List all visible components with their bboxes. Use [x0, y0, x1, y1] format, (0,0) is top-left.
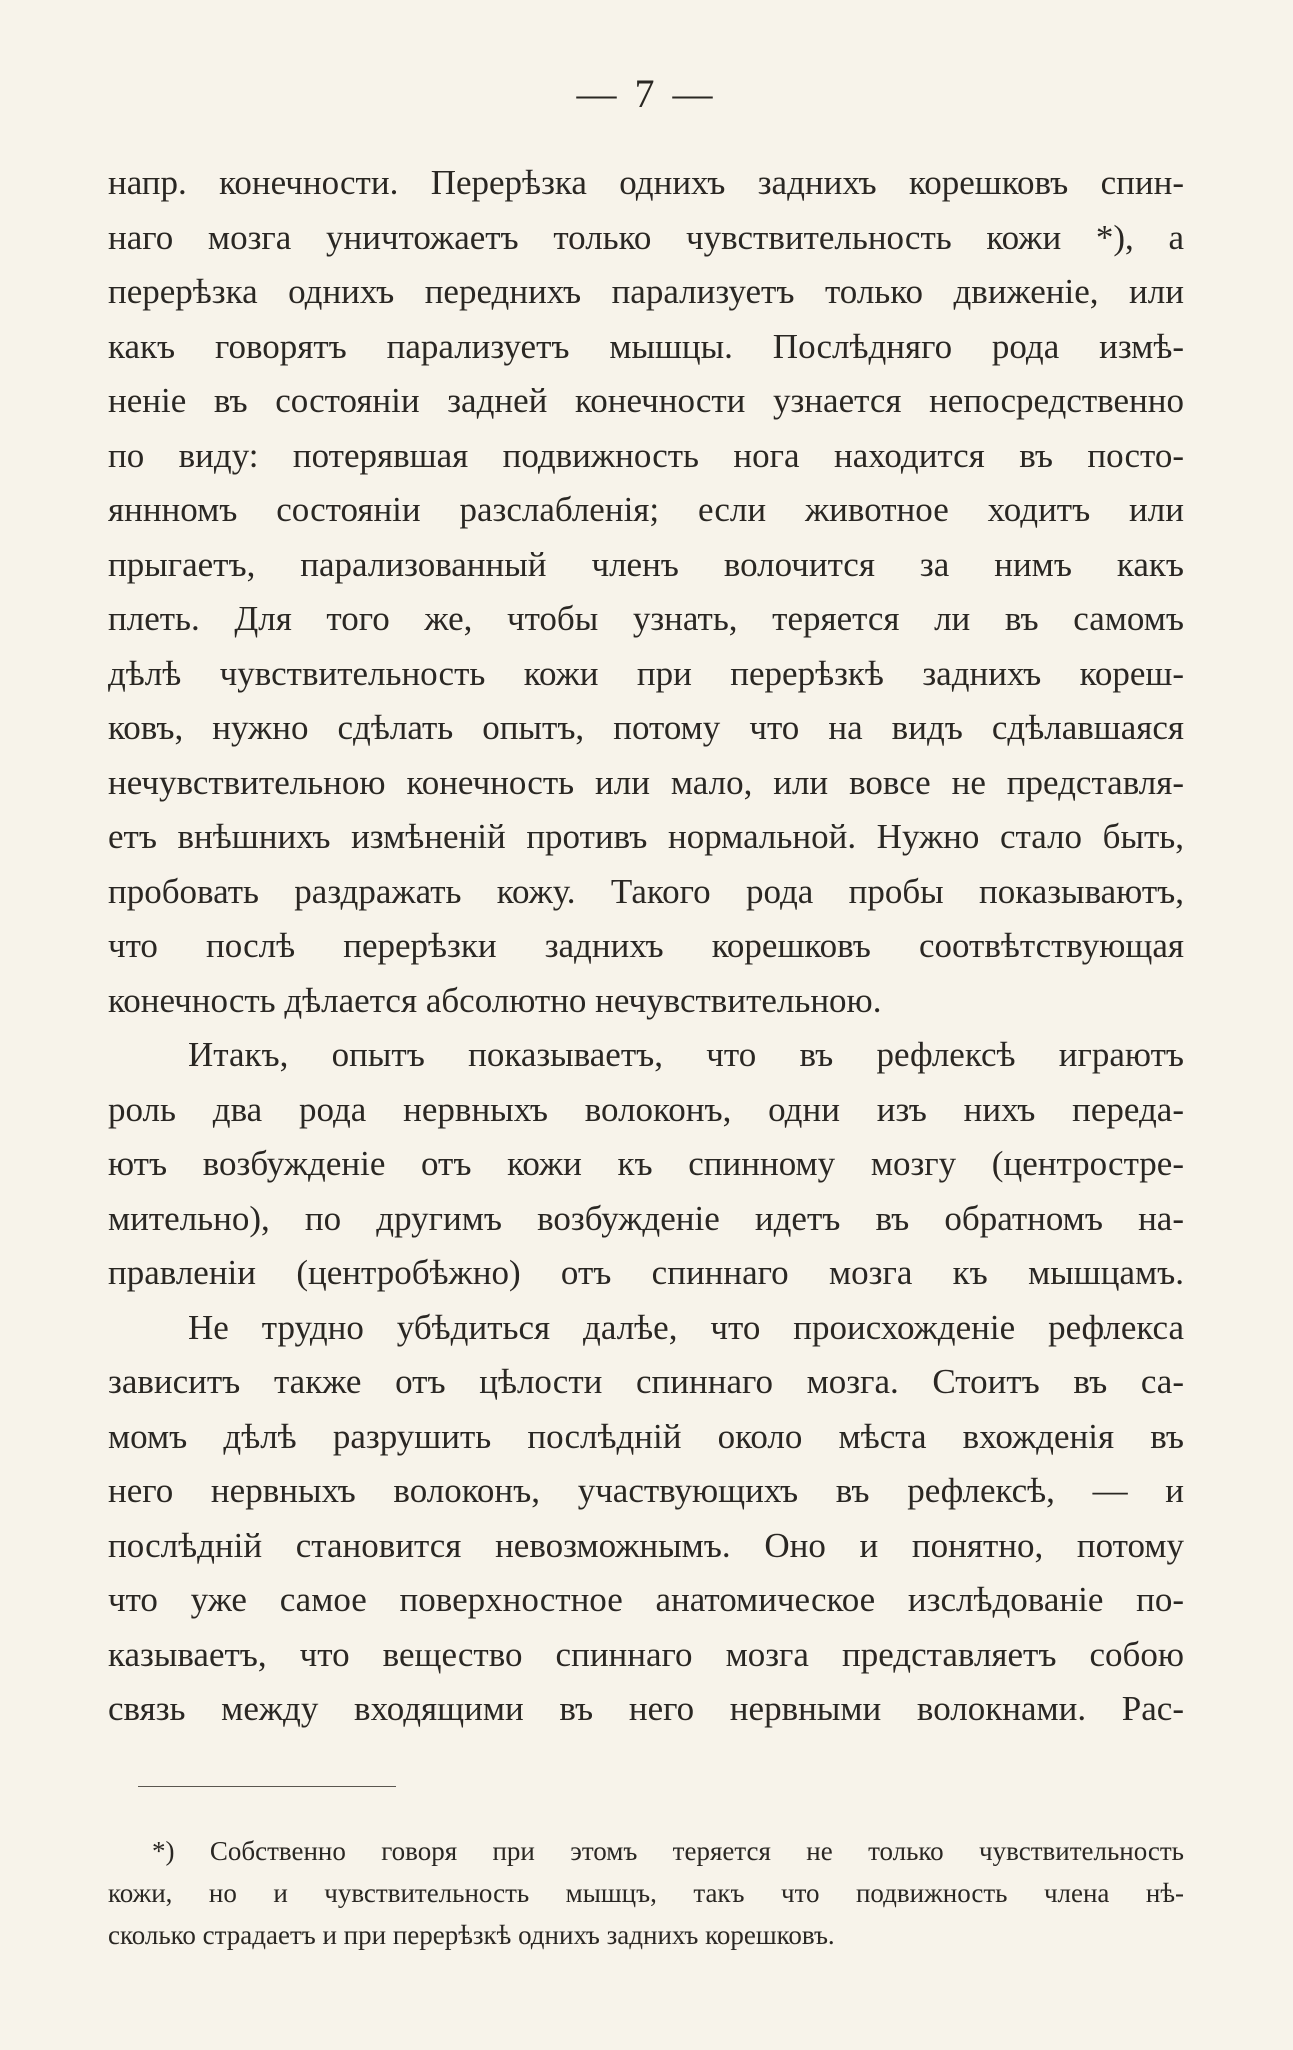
text-line: прыгаетъ, парализованный членъ волочится за нимъ какъ: [108, 544, 1184, 584]
text-line: роль два рода нервныхъ волоконъ, одни изъ нихъ переда-: [108, 1089, 1184, 1129]
text-line: что послѣ перерѣзки заднихъ корешковъ соотвѣтствующая: [108, 926, 1184, 965]
text-line: казываетъ, что вещество спиннаго мозга представляетъ собою: [108, 1634, 1184, 1674]
text-line: неніе въ состояніи задней конечности узнается непосредственно: [108, 381, 1184, 420]
footnote-line: сколько страдаетъ и при перерѣзкѣ однихъ заднихъ корешковъ.: [108, 1920, 835, 1950]
text-line: зависитъ также отъ цѣлости спиннаго мозга. Стоитъ въ са-: [108, 1362, 1184, 1401]
footnote: [108, 1830, 1184, 1956]
text-line: что уже самое поверхностное анатомическое изслѣдованіе по-: [108, 1580, 1184, 1619]
text-line: послѣдній становится невозможнымъ. Оно и понятно, потому: [108, 1525, 1184, 1565]
main-text: [108, 156, 1184, 1737]
page-number: — 7 —: [576, 71, 717, 116]
footnote-divider: [138, 1786, 396, 1787]
text-line: нечувствительною конечность или мало, или вовсе не представля-: [108, 762, 1184, 802]
text-line: момъ дѣлѣ разрушить послѣдній около мѣста вхожденія въ: [108, 1416, 1184, 1456]
footnote-line: *) Собственно говоря при этомъ теряется не только чувствительность: [152, 1836, 1184, 1866]
text-line: етъ внѣшнихъ измѣненій противъ нормальной. Нужно стало быть,: [108, 817, 1184, 856]
text-line: ковъ, нужно сдѣлать опытъ, потому что на видъ сдѣлавшаяся: [108, 708, 1184, 747]
text-line: пробовать раздражать кожу. Такого рода пробы показываютъ,: [108, 871, 1184, 911]
text-line: связь между входящими въ него нервными волокнами. Рас-: [108, 1689, 1184, 1728]
text-line: Не трудно убѣдиться далѣе, что происхожденіе рефлекса: [188, 1307, 1184, 1347]
text-line: конечность дѣлается абсолютно нечувствительною.: [108, 980, 882, 1020]
text-line: дѣлѣ чувствительность кожи при перерѣзкѣ заднихъ кореш-: [108, 653, 1184, 693]
text-line: по виду: потерявшая подвижность нога находится въ посто-: [108, 435, 1184, 475]
text-line: плеть. Для того же, чтобы узнать, теряется ли въ самомъ: [108, 599, 1184, 638]
text-line: наго мозга уничтожаетъ только чувствительность кожи *), а: [108, 217, 1184, 257]
text-line: мительно), по другимъ возбужденіе идетъ въ обратномъ на-: [108, 1198, 1184, 1238]
text-line: него нервныхъ волоконъ, участвующихъ въ рефлексѣ, — и: [108, 1471, 1184, 1510]
text-line: какъ говорятъ парализуетъ мышцы. Послѣдняго рода измѣ-: [108, 326, 1184, 366]
text-line: ютъ возбужденіе отъ кожи къ спинному мозгу (центростре-: [108, 1144, 1184, 1183]
text-line: яннномъ состояніи разслабленія; если животное ходитъ или: [108, 490, 1184, 529]
footnote-line: кожи, но и чувствительность мышцъ, такъ что подвижность члена нѣ-: [108, 1878, 1184, 1908]
text-line: напр. конечности. Перерѣзка однихъ заднихъ корешковъ спин-: [108, 163, 1184, 202]
text-line: правленіи (центробѣжно) отъ спиннаго мозга къ мышцамъ.: [108, 1253, 1184, 1292]
text-line: перерѣзка однихъ переднихъ парализуетъ только движеніе, или: [108, 272, 1184, 311]
text-line: Итакъ, опытъ показываетъ, что въ рефлексѣ играютъ: [188, 1035, 1184, 1074]
